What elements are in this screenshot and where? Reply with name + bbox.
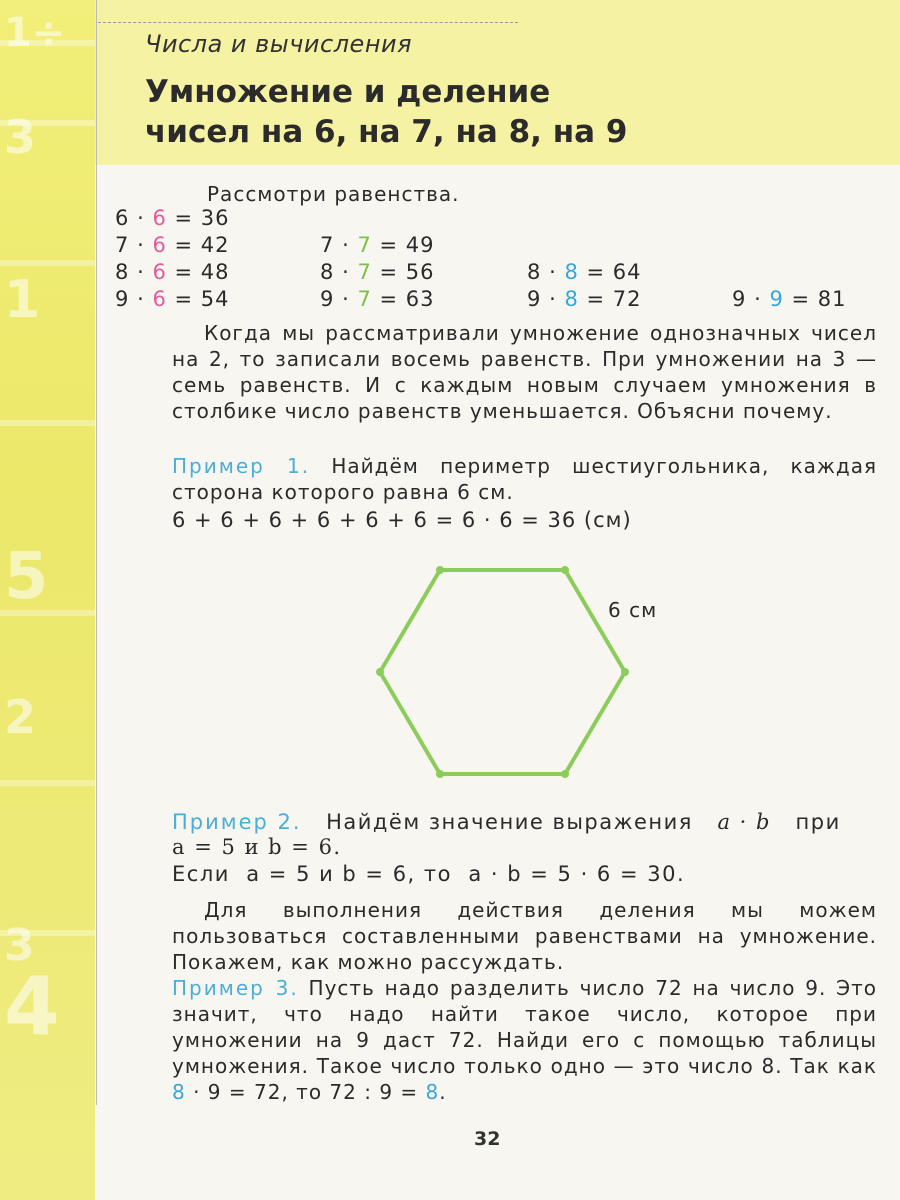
title-line-2: чисел на 6, на 7, на 8, на 9 bbox=[145, 114, 628, 150]
perimeter-equation: 6 + 6 + 6 + 6 + 6 + 6 = 6 · 6 = 36 (см) bbox=[172, 508, 632, 532]
vertex-point bbox=[436, 770, 444, 778]
decorative-glyph: 1÷ bbox=[4, 10, 66, 56]
equation-row: 9 · 8 = 72 bbox=[527, 287, 642, 311]
equation-row: 9 · 9 = 81 bbox=[732, 287, 847, 311]
example-text: Найдём периметр шестиугольника, каждая сторона которого равна 6 см. bbox=[172, 454, 878, 504]
example-1 bbox=[172, 453, 877, 505]
example-2-line-1: Пример 2. Найдём значение выражения a · b при bbox=[172, 810, 841, 834]
hexagon-shape bbox=[380, 570, 625, 774]
decorative-glyph: 5 bbox=[4, 540, 49, 614]
header-rule bbox=[98, 22, 518, 23]
equation-row: 8 · 7 = 56 bbox=[320, 260, 435, 284]
example-label: Пример 3. bbox=[172, 976, 299, 1000]
section-title: Числа и вычисления bbox=[145, 30, 413, 58]
title-line-1: Умножение и деление bbox=[145, 74, 551, 110]
equation-row: 7 · 7 = 49 bbox=[320, 233, 435, 257]
example-3: Пример 3. Пусть надо разделить число 72 на число 9. Это значит, что надо найти такое число, которое при умножении на 9 даст 72. Найди его с помощью таблицы умножения. Такое число только одно — это число 8. Так как 8 · 9 = 72, то 72 : 9 = 8. bbox=[172, 976, 877, 1104]
vertex-point bbox=[436, 566, 444, 574]
decorative-glyph: 4 bbox=[4, 960, 60, 1053]
paragraph-1: Когда мы рассматривали умножение однозначных чисел на 2, то записали восемь равенств. При умножении на 3 — семь равенств. И с каждым новым случаем умножения в столбике число равенств уменьшается. Объясни почему. bbox=[172, 321, 877, 423]
paragraph-2: Для выполнения действия деления мы можем пользоваться составленными равенствами на умножение. Покажем, как можно рассуждать. bbox=[172, 898, 877, 974]
vertex-point bbox=[561, 770, 569, 778]
vertex-point bbox=[621, 668, 629, 676]
equation-row: 9 · 6 = 54 bbox=[115, 287, 230, 311]
margin-line bbox=[96, 0, 97, 1105]
equation-row: 8 · 8 = 64 bbox=[527, 260, 642, 284]
expression: a · b bbox=[717, 810, 771, 834]
equation-row: 6 · 6 = 36 bbox=[115, 206, 230, 230]
decorative-glyph: 2 bbox=[4, 690, 37, 744]
decorative-glyph: 1 bbox=[4, 270, 41, 330]
page-title bbox=[145, 72, 627, 152]
hexagon-figure bbox=[360, 555, 650, 785]
example-text: Пусть надо разделить число 72 на число 9. Это значит, что надо найти такое число, которое при умножении на 9 даст 72. Найди его с помощью таблицы умножения. Такое число только одно — это число 8. Так как bbox=[172, 976, 877, 1078]
side-length-label: 6 см bbox=[608, 598, 658, 622]
page-number: 32 bbox=[474, 1128, 501, 1150]
equation-row: 9 · 7 = 63 bbox=[320, 287, 435, 311]
vertex-point bbox=[561, 566, 569, 574]
decorative-glyph: 3 bbox=[4, 110, 37, 164]
intro-text: Рассмотри равенства. bbox=[207, 182, 460, 206]
example-2-line-3: Если a = 5 и b = 6, то a · b = 5 · 6 = 30. bbox=[172, 862, 686, 886]
equation-row: 7 · 6 = 42 bbox=[115, 233, 230, 257]
equation-row: 8 · 6 = 48 bbox=[115, 260, 230, 284]
vertex-point bbox=[376, 668, 384, 676]
example-label: Пример 1. bbox=[172, 454, 311, 478]
example-label: Пример 2. bbox=[172, 810, 302, 834]
decorative-glyph: 3 bbox=[4, 920, 35, 971]
decorative-side-strip bbox=[0, 0, 95, 1200]
example-2-line-2: a = 5 и b = 6. bbox=[172, 835, 342, 859]
